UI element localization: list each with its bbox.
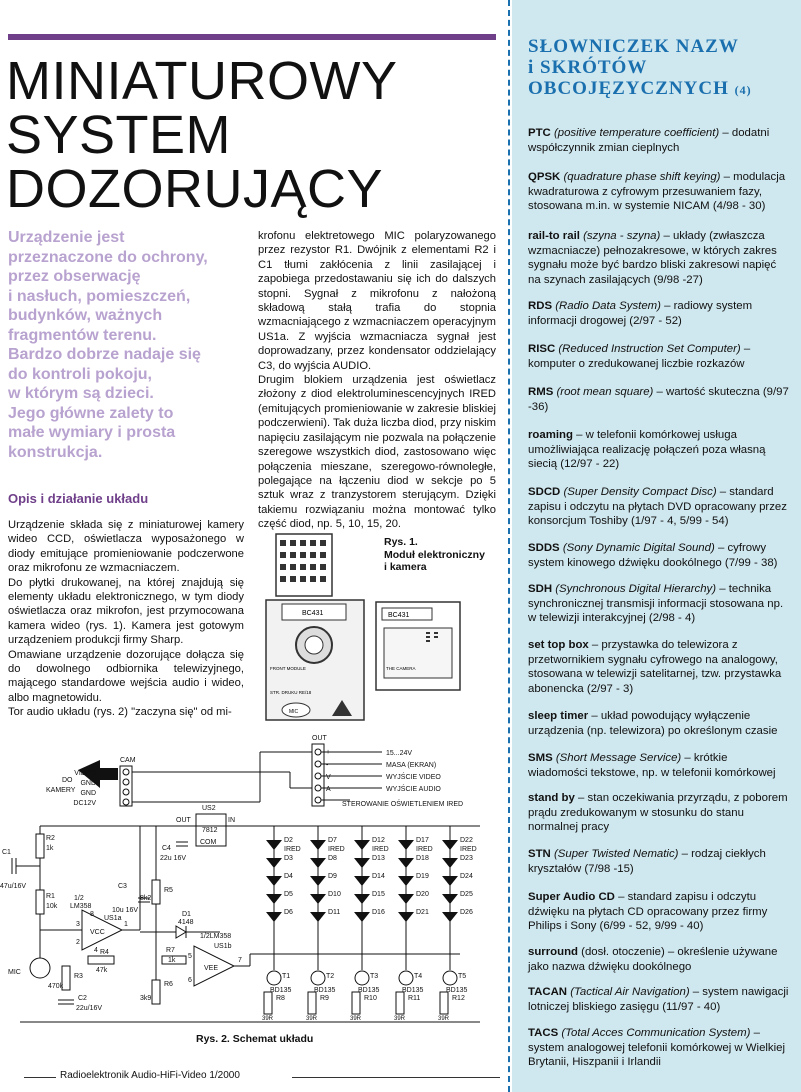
fig1-caption-line: i kamera [384, 561, 427, 573]
label-out: OUT [312, 735, 327, 742]
led-label: D2 [284, 837, 293, 844]
glossary-desc: – komputer o zredukowanej liczbie rozkazów [528, 343, 751, 370]
glossary-number: (4) [734, 83, 752, 97]
label-c1-value: 47u/16V [0, 883, 27, 890]
glossary-desc: – układy (zwłaszcza wzmacniacze) pełnozakresowe, w których zakres sygnału może być bardzo bliski zakresowi napięć na szynach zasilających (9/98 -27) [528, 230, 777, 286]
label-out-pin: V [326, 774, 331, 781]
led-label: D21 [416, 909, 429, 916]
glossary-entry [528, 945, 790, 974]
label-pin: 2 [76, 939, 80, 946]
led-label: D7 [328, 837, 337, 844]
led-label: D13 [372, 855, 385, 862]
glossary-entry [528, 229, 790, 287]
ired-label: IRED [416, 846, 433, 853]
title-line-1: MINIATUROWY [6, 51, 398, 111]
ired-label: IRED [284, 846, 301, 853]
transistor-type: BD135 [270, 987, 292, 994]
led-label: D26 [460, 909, 473, 916]
glossary-desc: – technika synchronicznej transmisji informacji stosowana np. w telewizji interakcyjnej (2/98 - 4) [528, 583, 784, 625]
glossary-term: STN [528, 848, 551, 860]
glossary-entry [528, 342, 790, 371]
led-label: D5 [284, 891, 293, 898]
glossary-gloss: (szyna - szyna) [583, 230, 661, 242]
label-c4-value: 22u 16V [160, 855, 187, 862]
glossary-entry [528, 299, 790, 328]
glossary-title [528, 36, 788, 101]
glossary-entry [528, 170, 790, 214]
label-c1: C1 [2, 849, 11, 856]
label-out-pin: - [326, 762, 329, 769]
lead-line: przeznaczone do ochrony, [8, 248, 208, 266]
label-us1a: 1/2 [74, 895, 84, 902]
resistor-value: 39R [306, 1016, 318, 1022]
label-us2: US2 [202, 805, 216, 812]
lead-line: małe wymiary i prosta [8, 424, 176, 441]
glossary-desc: – rodzaj ciekłych kryształów (7/98 -15) [528, 848, 766, 875]
label-vcc: VCC [90, 929, 105, 936]
led-label: D16 [372, 909, 385, 916]
label-pin: 7 [238, 957, 242, 964]
glossary-term: TACAN [528, 986, 568, 998]
label-r3: R3 [74, 973, 83, 980]
glossary-entry [528, 428, 790, 472]
label-pin: 1 [124, 921, 128, 928]
glossary-desc: – radiowy system informacji drogowej (2/97 - 52) [528, 300, 753, 327]
footer-rule [24, 1077, 56, 1078]
label-pin: 3 [76, 921, 80, 928]
title-line-2: SYSTEM [6, 105, 232, 165]
ired-label: IRED [328, 846, 345, 853]
lead-line: Jego główne zalety to [8, 404, 174, 422]
label-c3-value: 10u 16V [112, 907, 139, 914]
glossary-desc: – standard zapisu i odczytu na płytach DVD opracowany przez konsorcjum Toshiby (1/97 - 4, 5/99 - 54) [528, 486, 787, 528]
page-footer [24, 1070, 500, 1084]
glossary-term: surround [528, 946, 578, 958]
glossary-desc: – określenie używane jako nazwa dźwięku dookólnego [528, 946, 778, 973]
transistor-label: T3 [370, 973, 379, 980]
resistor-label: R11 [408, 995, 421, 1002]
transistor-type: BD135 [358, 987, 380, 994]
glossary-gloss: (Synchronous Digital Hierarchy) [555, 583, 717, 595]
led-label: D3 [284, 855, 293, 862]
label-c3: C3 [118, 883, 127, 890]
glossary-entry [528, 638, 790, 696]
glossary-term: sleep timer [528, 710, 589, 722]
glossary-term: roaming [528, 429, 573, 441]
label-pin: 6 [188, 977, 192, 984]
label-r4: R4 [100, 949, 109, 956]
footer-rule [292, 1077, 500, 1078]
led-label: D18 [416, 855, 429, 862]
glossary-gloss: (Tactical Air Navigation) [570, 986, 690, 998]
label-r3-value: 470k [48, 983, 64, 990]
paragraph: krofonu elektretowego MIC polaryzowanego przez rezystor R1. Dwójnik z elementami R2 i C1 tłumi zakłócenia z linii zasilającej i zapobiega przedostawaniu się ich do dalszych stopni. Sygnał z mikrofonu z nałożoną składową stałą trafia do stopnia wzmacniającego z wzmacniaczem operacyjnym US1a. Z wyjścia wzmacniacza sygnał jest doprowadzany, przez kondensator oddzielający C3, do wyjścia AUDIO. [258, 230, 496, 372]
label-us1b: US1b [214, 943, 232, 950]
ired-label: IRED [372, 846, 389, 853]
glossary-entry [528, 985, 790, 1014]
glossary-entry [528, 582, 790, 626]
resistor-value: 39R [262, 1016, 274, 1022]
fig1-label-side: THE CAMERA [386, 666, 416, 671]
glossary-term: Super Audio CD [528, 891, 615, 903]
glossary-term: PTC [528, 127, 551, 139]
led-label: D11 [328, 909, 341, 916]
glossary-title-line: SŁOWNICZEK NAZW [528, 36, 739, 57]
lead-line: Bardzo dobrze nadaje się [8, 346, 201, 363]
resistor-label: R12 [452, 995, 465, 1002]
camera-board-drawing [374, 600, 462, 692]
paragraph: Omawiane urządzenie dozorujące dołącza się do dowolnego odbiornika telewizyjnego, mającego standardowe wejścia audio i wideo, albo magnetowidu. [8, 648, 244, 704]
led-label: D6 [284, 909, 293, 916]
led-label: D10 [328, 891, 341, 898]
glossary-gloss: (Sony Dynamic Digital Sound) [562, 542, 715, 554]
label-kamera: KAMERY [46, 787, 76, 794]
glossary-desc: – w telefonii komórkowej usługa umożliwiająca realizację połączeń poza własną siecią (12/97 - 22) [528, 429, 766, 471]
label-us2-in: IN [228, 817, 235, 824]
glossary-term: stand by [528, 792, 575, 804]
glossary-entry [528, 541, 790, 570]
transistor-type: BD135 [402, 987, 424, 994]
body-column-left [8, 518, 244, 720]
label-out-desc: WYJŚCIE VIDEO [386, 774, 441, 781]
glossary-gloss: (Total Acces Communication System) [561, 1027, 751, 1039]
circuit-schematic [0, 730, 500, 1030]
label-us2-com: COM [200, 839, 217, 846]
label-r5: R5 [164, 887, 173, 894]
label-out-pin: A [326, 786, 331, 793]
fig1-caption [384, 536, 485, 574]
section-heading: Opis i działanie układu [8, 491, 149, 506]
label-vee: VEE [204, 965, 219, 972]
transistor-label: T4 [414, 973, 423, 980]
label-d1-value: 4148 [178, 919, 194, 926]
footer-text: Radioelektronik Audio-HiFi-Video 1/2000 [60, 1070, 240, 1081]
glossary-entry [528, 485, 790, 529]
glossary-desc: – system analogowej telefonii komórkowej w Wielkiej Brytanii, Hiszpanii i Irlandii [528, 1027, 786, 1069]
resistor-value: 39R [438, 1016, 450, 1022]
lead-paragraph [8, 228, 240, 462]
transistor-label: T2 [326, 973, 335, 980]
glossary-entry [528, 385, 790, 414]
fig1-label-bc431b: BC431 [388, 612, 410, 619]
led-label: D24 [460, 873, 473, 880]
transistor-label: T1 [282, 973, 291, 980]
glossary-term: RISC [528, 343, 556, 355]
glossary-gloss: (Reduced Instruction Set Computer) [558, 343, 741, 355]
glossary-term: SMS [528, 752, 553, 764]
label-c4: C4 [162, 845, 171, 852]
resistor-value: 39R [394, 1016, 406, 1022]
label-cam: CAM [120, 757, 136, 764]
label-pin: 8 [90, 911, 94, 918]
glossary-gloss: (quadrature phase shift keying) [563, 171, 721, 183]
resistor-label: R8 [276, 995, 285, 1002]
lead-line: przez obserwację [8, 268, 141, 285]
glossary-term: SDCD [528, 486, 561, 498]
led-label: D8 [328, 855, 337, 862]
glossary-title-line [528, 78, 788, 101]
led-label: D12 [372, 837, 385, 844]
glossary-entry [528, 751, 790, 780]
paragraph: Tor audio układu (rys. 2) "zaczyna się" od mi- [8, 706, 232, 719]
label-r1: R1 [46, 893, 55, 900]
label-us2-out: OUT [176, 817, 191, 824]
label-r6: R6 [164, 981, 173, 988]
lead-line: konstrukcja. [8, 443, 103, 461]
lead-line: fragmentów terenu. [8, 326, 157, 344]
label-r1-value: 10k [46, 903, 58, 910]
glossary-entry [528, 890, 790, 934]
led-label: D15 [372, 891, 385, 898]
title-bar [8, 34, 496, 40]
label-us1a: LM358 [70, 903, 92, 910]
label-us1b: 1/2LM358 [200, 933, 232, 940]
label-mic: MIC [8, 969, 21, 976]
resistor-label: R10 [364, 995, 377, 1002]
label-cam-pin: GND [80, 780, 96, 787]
led-label: D9 [328, 873, 337, 880]
lead-line: do kontroli pokoju, [8, 365, 152, 383]
lead-line: budynków, ważnych [8, 307, 163, 324]
paragraph: Do płytki drukowanej, na której znajdują się elementy układu elektronicznego, w tym diody oświetlacza oraz mikrofon, jest przymocowana kamera wideo (rys. 1). Kamera jest gotowym urządzeniem produkcji firmy Sharp. [8, 576, 244, 647]
glossary-gloss: (Radio Data System) [555, 300, 661, 312]
label-r7: R7 [166, 947, 175, 954]
label-cam-pin: GND [80, 790, 96, 797]
glossary-desc: – układ powodujący wyłączenie urządzenia (np. telewizora) po określonym czasie [528, 710, 778, 737]
label-r2: R2 [46, 835, 55, 842]
glossary-term: SDDS [528, 542, 560, 554]
glossary-desc: – wartość skuteczna (9/97 -36) [528, 386, 789, 413]
glossary-gloss: (Super Twisted Nematic) [553, 848, 679, 860]
glossary-title-line: i SKRÓTÓW [528, 57, 648, 78]
label-r2-value: 1k [46, 845, 54, 852]
led-label: D25 [460, 891, 473, 898]
body-column-middle [258, 229, 496, 532]
led-label: D4 [284, 873, 293, 880]
label-r7-value: 1k [168, 957, 176, 964]
glossary-entry [528, 1026, 790, 1070]
label-out-desc: STEROWANIE OŚWIETLENIEM IRED [342, 801, 464, 808]
glossary-term: RDS [528, 300, 553, 312]
resistor-label: R9 [320, 995, 329, 1002]
label-kamera: DO [62, 777, 73, 784]
glossary-desc: – system nawigacji lotniczej bliskiego zasięgu (11/97 - 40) [528, 986, 789, 1013]
fig2-caption: Rys. 2. Schemat układu [196, 1033, 314, 1045]
glossary-desc: – standard zapisu i odczytu dźwięku na płytach CD opracowany przez firmy Philips i Sony (6/99 - 52, 9/99 - 40) [528, 891, 768, 933]
title-line-3: DOZORUJĄCY [6, 159, 384, 219]
paragraph: Urządzenie składa się z miniaturowej kamery wideo CCD, oświetlacza wyposażonego w diody emitujące promieniowanie podczerwone oraz mikrofonu ze wzmacniaczem. [8, 519, 244, 575]
glossary-desc: – dodatni współczynnik zmian cieplnych [528, 127, 770, 154]
glossary-gloss: (dosł. otoczenie) [581, 946, 665, 958]
ired-label: IRED [460, 846, 477, 853]
led-label: D23 [460, 855, 473, 862]
glossary-desc: – przystawka do telewizora z przetwornikiem sygnału cyfrowego na analogowy, stosowana w telewizji satelitarnej, tzw. przystawka abonencka (2/97 - 3) [528, 639, 782, 695]
led-label: D20 [416, 891, 429, 898]
fig1-label-front: FRONT MODULE [270, 666, 306, 671]
lead-line: w którym są dzieci. [8, 385, 154, 402]
led-label: D17 [416, 837, 429, 844]
led-label: D22 [460, 837, 473, 844]
label-out-desc: MASA (EKRAN) [386, 762, 437, 769]
glossary-entry [528, 847, 790, 876]
label-d1: D1 [182, 911, 191, 918]
glossary-gloss: (root mean square) [556, 386, 654, 398]
label-pin: 5 [188, 953, 192, 960]
label-out-pin: + [326, 749, 331, 756]
glossary-term: rail-to rail [528, 230, 580, 242]
fig1-caption-line: Moduł elektroniczny [384, 548, 485, 561]
fig1-caption-line: Rys. 1. [384, 536, 418, 548]
lead-line: i nasłuch, pomieszczeń, [8, 287, 191, 305]
glossary-term: SDH [528, 583, 553, 595]
glossary-term: TACS [528, 1027, 559, 1039]
label-r5-value: 8k2 [140, 895, 152, 902]
glossary-gloss: (Super Density Compact Disc) [563, 486, 717, 498]
glossary-term: QPSK [528, 171, 561, 183]
led-label: D19 [416, 873, 429, 880]
transistor-type: BD135 [446, 987, 468, 994]
transistor-type: BD135 [314, 987, 336, 994]
glossary-desc: – cyfrowy system kinowego dźwięku dookólnego (7/99 - 38) [528, 542, 778, 569]
paragraph: Drugim blokiem urządzenia jest oświetlacz złożony z diod elektroluminescencyjnych IRED (emitujących promieniowanie w zakresie bliskiej podczerwieni). Tak duża liczba diod, przy niskim napięciu zasilającym nie pozwala na połączenie szeregowe wszystkich diod, zastosowano więc połączenia mieszane, szeregowo-równoległe, polegające na łączeniu diod w sekcje po 5 sztuk wraz z tranzystorem sterującym. Dzięki takiemu rozwiązaniu można montować tylko część diod, np. 5, 10, 15, 20. [258, 374, 496, 531]
column-divider [508, 0, 510, 1092]
fig1-label-bc431: BC431 [302, 610, 324, 617]
label-c2-value: 22u/16V [76, 1005, 103, 1012]
lead-line: Urządzenie jest [8, 229, 125, 246]
led-label: D14 [372, 873, 385, 880]
fig1-label-mic: MIC [289, 709, 299, 715]
label-pin: 4 [94, 947, 98, 954]
camera-module-photo [262, 530, 368, 724]
label-c2: C2 [78, 995, 87, 1002]
glossary-entry [528, 126, 790, 155]
label-cam-pin: VIDEO [74, 770, 96, 777]
glossary-desc: – modulacja kwadraturowa z cyfrowym przesuwaniem fazy, stosowana m.in. w systemie NICAM (4/98 - 30) [528, 171, 786, 213]
label-out-desc: WYJŚCIE AUDIO [386, 786, 441, 793]
glossary-gloss: (positive temperature coefficient) [553, 127, 720, 139]
article-title [6, 51, 486, 219]
glossary-entry [528, 709, 790, 738]
label-cam-pin: DC12V [73, 800, 96, 807]
glossary-desc: – stan oczekiwania przyrządu, z poborem prądu zredukowanym w stosunku do stanu normalnej pracy [528, 792, 788, 834]
label-r4-value: 47k [96, 967, 108, 974]
resistor-value: 39R [350, 1016, 362, 1022]
glossary-gloss: (Short Message Service) [555, 752, 682, 764]
fig1-label-board: STR. DRUKU RE/18 [270, 690, 312, 695]
label-us1a: US1a [104, 915, 122, 922]
glossary-title-text: OBCOJĘZYCZNYCH [528, 78, 729, 99]
glossary-entry [528, 791, 790, 835]
glossary-term: RMS [528, 386, 554, 398]
transistor-label: T5 [458, 973, 467, 980]
glossary-term: set top box [528, 639, 589, 651]
label-r6-value: 3k9 [140, 995, 152, 1002]
label-us2-part: 7812 [202, 827, 218, 834]
glossary-desc: – krótkie wiadomości tekstowe, np. w telefonii komórkowej [528, 752, 776, 779]
label-out-desc: 15...24V [386, 750, 413, 757]
